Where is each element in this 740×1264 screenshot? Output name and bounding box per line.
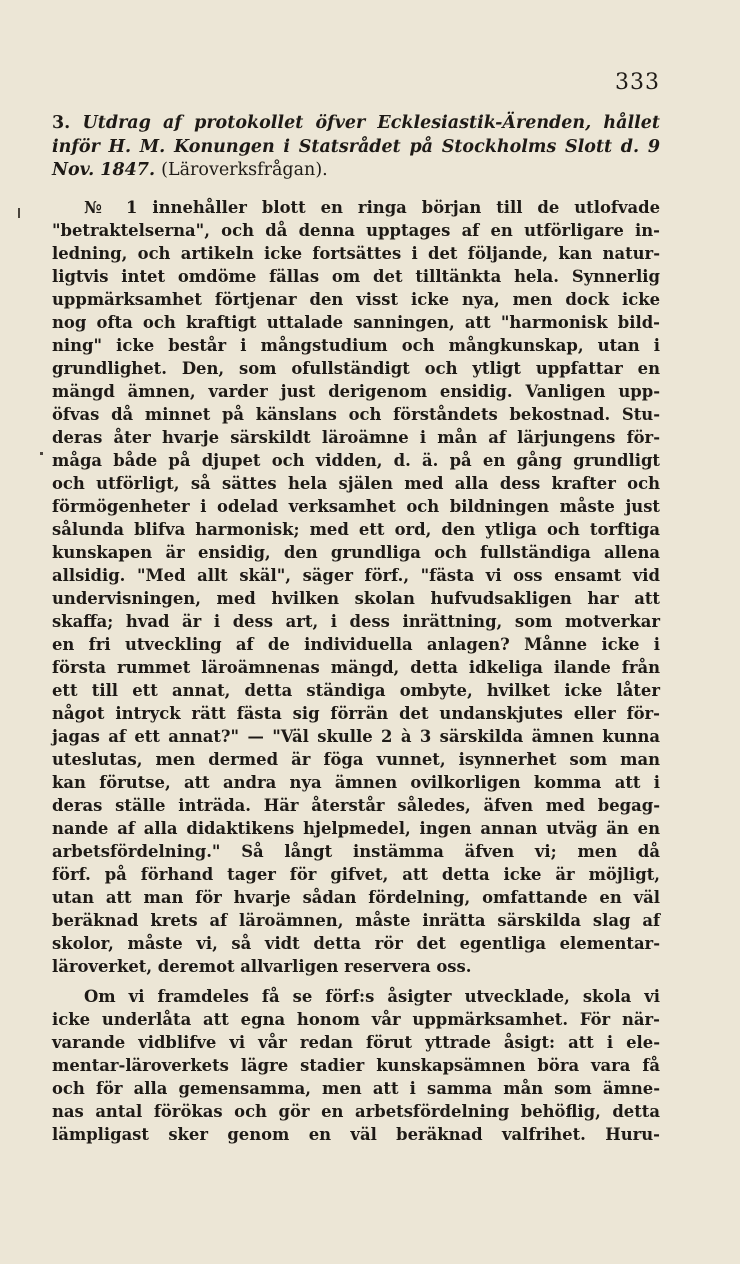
paragraph-line: mentar-läroverkets lägre stadier kunskapsämnen böra vara få — [52, 1056, 660, 1075]
paragraph-line: nas antal förökas och gör en arbetsfördelning behöflig, detta — [52, 1102, 660, 1121]
heading-title-line-1: Utdrag af protokollet öfver Ecklesiastik-Ärenden, hållet — [82, 113, 661, 133]
paragraph-line: förf. på förhand tager för gifvet, att detta icke är möjligt, — [52, 865, 660, 884]
heading-number: 3. — [52, 113, 71, 133]
paragraph-line: läroverket, deremot allvarligen reservera oss. — [52, 957, 472, 976]
paragraph-line: ledning, och artikeln icke fortsättes i det följande, kan natur- — [52, 244, 660, 263]
paragraph-line: undervisningen, med hvilken skolan hufvudsakligen har att — [52, 589, 660, 608]
paragraph-line: ett till ett annat, detta ständiga ombyte, hvilket icke låter — [52, 681, 660, 700]
paragraph-line: mängd ämnen, varder just derigenom ensidig. Vanligen upp- — [52, 382, 660, 401]
paragraph-2 — [52, 985, 660, 1146]
heading-subject: (Läroverksfrågan). — [161, 160, 328, 180]
page-number: 333 — [615, 70, 660, 95]
paragraph-line: och utförligt, så sättes hela själen med alla dess krafter och — [52, 474, 660, 493]
paragraph-line: och för alla gemensamma, men att i samma mån som ämne- — [52, 1079, 660, 1098]
paragraph-line: Om vi framdeles få se förf:s åsigter utvecklade, skola vi — [84, 987, 660, 1006]
paragraph-line: № 1 innehåller blott en ringa början till de utlofvade — [84, 198, 660, 217]
heading-line-2: inför H. M. Konungen i Statsrådet på Stockholms Slott d. 9 — [52, 136, 660, 157]
paragraph-line: kunskapen är ensidig, den grundliga och fullständiga allena — [52, 543, 660, 562]
paragraph-line: icke underlåta att egna honom vår uppmärksamhet. För när- — [52, 1010, 660, 1029]
paragraph-line: första rummet läroämnenas mängd, detta idkeliga ilande från — [52, 658, 660, 677]
paragraph-line: grundlighet. Den, som ofullständigt och ytligt uppfattar en — [52, 359, 660, 378]
paragraph-line: "betraktelserna", och då denna upptages af en utförligare in- — [52, 221, 660, 240]
paragraph-1 — [52, 196, 660, 978]
paragraph-line: öfvas då minnet på känslans och förståndets bekostnad. Stu- — [52, 405, 660, 424]
paragraph-line: ning" icke består i mångstudium och mångkunskap, utan i — [52, 336, 660, 355]
margin-mark — [40, 452, 43, 455]
paragraph-line: skaffa; hvad är i dess art, i dess inrättning, som motverkar — [52, 612, 660, 631]
paragraph-line: måga både på djupet och vidden, d. ä. på en gång grundligt — [52, 451, 660, 470]
paragraph-line: nande af alla didaktikens hjelpmedel, ingen annan utväg än en — [52, 819, 660, 838]
article-heading — [52, 112, 660, 183]
paragraph-line: arbetsfördelning." Så långt instämma äfven vi; men då — [52, 842, 660, 861]
paragraph-line: ligtvis intet omdöme fällas om det tilltänkta hela. Synnerlig — [52, 267, 660, 286]
heading-line-1 — [52, 112, 660, 136]
paragraph-line: deras ställe inträda. Här återstår således, äfven med begag- — [52, 796, 660, 815]
paragraph-line: sålunda blifva harmonisk; med ett ord, den ytliga och torftiga — [52, 520, 660, 539]
paragraph-line: skolor, måste vi, så vidt detta rör det egentliga elementar- — [52, 934, 660, 953]
paragraph-line: uppmärksamhet förtjenar den visst icke nya, men dock icke — [52, 290, 660, 309]
heading-date: Nov. 1847. — [52, 160, 156, 180]
paragraph-line: något intryck rätt fästa sig förrän det undanskjutes eller för- — [52, 704, 660, 723]
paragraph-line: beräknad krets af läroämnen, måste inrätta särskilda slag af — [52, 911, 660, 930]
paragraph-line: allsidig. "Med allt skäl", säger förf., "fästa vi oss ensamt vid — [52, 566, 660, 585]
paragraph-line: kan förutse, att andra nya ämnen ovilkorligen komma att i — [52, 773, 660, 792]
paragraph-line: deras åter hvarje särskildt läroämne i mån af lärjungens för- — [52, 428, 660, 447]
paragraph-line: förmögenheter i odelad verksamhet och bildningen måste just — [52, 497, 660, 516]
margin-mark — [18, 208, 20, 218]
paragraph-line: nog ofta och kraftigt uttalade sanningen, att "harmonisk bild- — [52, 313, 660, 332]
paragraph-line: utan att man för hvarje sådan fördelning, omfattande en väl — [52, 888, 660, 907]
paragraph-line: uteslutas, men dermed är föga vunnet, isynnerhet som man — [52, 750, 660, 769]
paragraph-line: lämpligast sker genom en väl beräknad valfrihet. Huru- — [52, 1125, 660, 1144]
heading-line-3 — [52, 159, 660, 183]
paragraph-line: en fri utveckling af de individuella anlagen? Månne icke i — [52, 635, 660, 654]
paragraph-line: jagas af ett annat?" — "Väl skulle 2 à 3 särskilda ämnen kunna — [52, 727, 660, 746]
paragraph-line: varande vidblifve vi vår redan förut yttrade åsigt: att i ele- — [52, 1033, 660, 1052]
